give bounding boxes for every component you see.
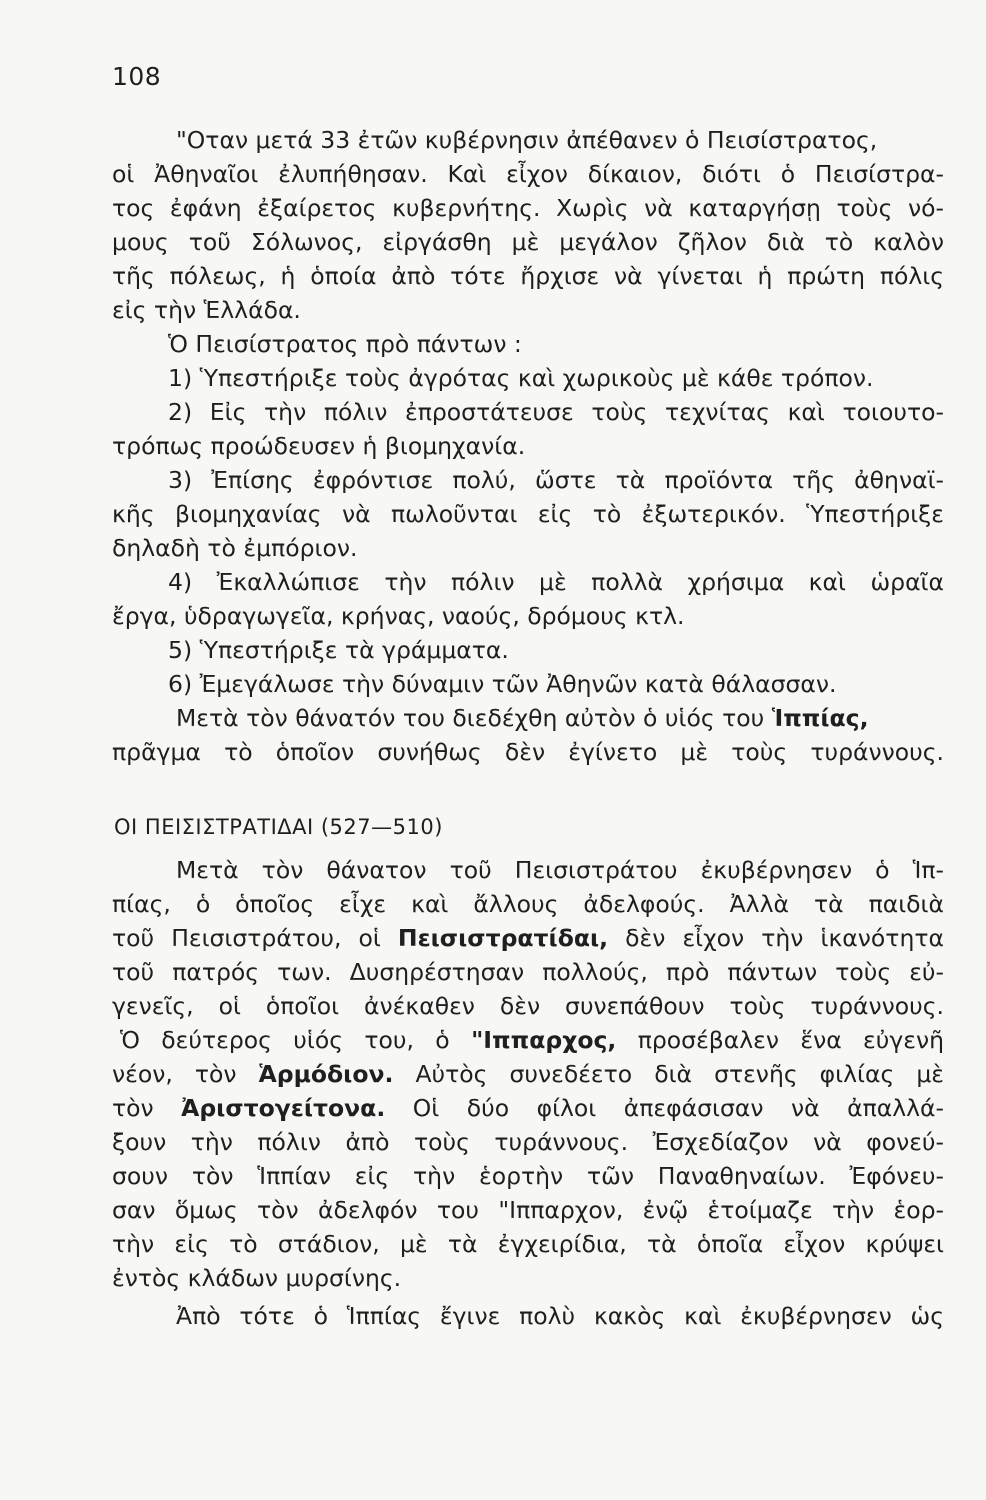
- text-line: [176, 701, 944, 735]
- text-line: [112, 1091, 944, 1125]
- text-line: μους τοῦ Σόλωνος, εἰργάσθη μὲ μεγάλον ζῆλον διὰ τὸ καλὸν: [112, 228, 944, 256]
- name-hippias: Ἱππίας,: [771, 704, 869, 732]
- text-line: [112, 921, 944, 955]
- text-line: οἱ Ἀθηναῖοι ἐλυπήθησαν. Καὶ εἶχον δίκαιον, διότι ὁ Πεισίστρα-: [112, 160, 944, 188]
- name-aristogeiton: Ἀριστογείτονα.: [181, 1094, 386, 1122]
- text-line: τὴν εἰς τὸ στάδιον, μὲ τὰ ἐγχειρίδια, τὰ ὁποῖα εἶχον κρύψει: [112, 1230, 944, 1258]
- name-peisistratidai: Πεισιστρατίδαι,: [397, 924, 609, 952]
- text-line: τοῦ πατρός των. Δυσηρέστησαν πολλούς, πρὸ πάντων τοὺς εὐ-: [112, 958, 944, 986]
- text-line: Ὁ Πεισίστρατος πρὸ πάντων :: [168, 330, 522, 358]
- page-number: 108: [112, 62, 162, 91]
- text-line: πρᾶγμα τὸ ὁποῖον συνήθως δὲν ἐγίνετο μὲ τοὺς τυράννους.: [112, 738, 944, 766]
- text-line: τῆς πόλεως, ἡ ὁποία ἀπὸ τότε ἤρχισε νὰ γίνεται ἡ πρώτη πόλις: [112, 262, 944, 290]
- text-fragment: Ὁ δεύτερος υἱός του, ὁ: [120, 1026, 450, 1054]
- text-line: δηλαδὴ τὸ ἐμπόριον.: [112, 534, 358, 562]
- text-line: [112, 1057, 944, 1091]
- text-line: Μετὰ τὸν θάνατον τοῦ Πεισιστράτου ἐκυβέρνησεν ὁ Ἱπ-: [176, 856, 944, 884]
- list-item: 6) Ἐμεγάλωσε τὴν δύναμιν τῶν Ἀθηνῶν κατὰ θάλασσαν.: [168, 670, 837, 698]
- text-fragment: νέον, τὸν: [112, 1060, 237, 1088]
- list-item: 3) Ἐπίσης ἐφρόντισε πολύ, ὥστε τὰ προϊόντα τῆς ἀθηναϊ-: [168, 466, 944, 494]
- text-fragment: Οἱ δύο φίλοι ἀπεφάσισαν νὰ ἀπαλλά-: [412, 1094, 944, 1122]
- text-line: Ἀπὸ τότε ὁ Ἱππίας ἔγινε πολὺ κακὸς καὶ ἐκυβέρνησεν ὡς: [176, 1302, 944, 1330]
- text-fragment: δὲν εἶχον τὴν ἱκανότητα: [625, 924, 944, 952]
- text-line: τος ἐφάνη ἐξαίρετος κυβερνήτης. Χωρὶς νὰ καταργήσῃ τοὺς νό-: [112, 194, 944, 222]
- text-fragment: Μετὰ τὸν θάνατόν του διεδέχθη αὐτὸν ὁ υἱός του: [176, 704, 765, 732]
- text-line: τρόπως προώδευσεν ἡ βιομηχανία.: [112, 432, 526, 460]
- text-fragment: Αὐτὸς συνεδέετο διὰ στενῆς φιλίας μὲ: [415, 1060, 944, 1088]
- text-line: ἔργα, ὑδραγωγεῖα, κρήνας, ναούς, δρόμους κτλ.: [112, 602, 685, 630]
- name-hipparchos: "Ιππαρχος,: [471, 1026, 617, 1054]
- list-item: 2) Εἰς τὴν πόλιν ἐπροστάτευσε τοὺς τεχνίτας καὶ τοιουτο-: [168, 398, 944, 426]
- text-fragment: τὸν: [112, 1094, 154, 1122]
- text-line: "Οταν μετά 33 ἐτῶν κυβέρνησιν ἀπέθανεν ὁ Πεισίστρατος,: [176, 126, 878, 154]
- text-line: ξουν τὴν πόλιν ἀπὸ τοὺς τυράννους. Ἐσχεδίαζον νὰ φονεύ-: [112, 1128, 944, 1156]
- text-fragment: προσέβαλεν ἕνα εὐγενῆ: [637, 1026, 944, 1054]
- text-line: κῆς βιομηχανίας νὰ πωλοῦνται εἰς τὸ ἐξωτερικόν. Ὑπεστήριξε: [112, 500, 944, 528]
- text-fragment: τοῦ Πεισιστράτου, οἱ: [112, 924, 381, 952]
- name-harmodios: Ἁρμόδιον.: [258, 1060, 394, 1088]
- text-line: σουν τὸν Ἱππίαν εἰς τὴν ἑορτὴν τῶν Παναθηναίων. Ἐφόνευ-: [112, 1162, 944, 1190]
- text-line: γενεῖς, οἱ ὁποῖοι ἀνέκαθεν δὲν συνεπάθουν τοὺς τυράννους.: [112, 992, 944, 1020]
- text-line: [120, 1023, 944, 1057]
- text-line: εἰς τὴν Ἑλλάδα.: [112, 296, 301, 324]
- list-item: 1) Ὑπεστήριξε τοὺς ἀγρότας καὶ χωρικοὺς μὲ κάθε τρόπον.: [168, 364, 874, 392]
- text-line: πίας, ὁ ὁποῖος εἶχε καὶ ἄλλους ἀδελφούς. Ἀλλὰ τὰ παιδιὰ: [112, 890, 944, 918]
- section-heading: ΟΙ ΠΕΙΣΙΣΤΡΑΤΙΔΑΙ (527—510): [114, 815, 443, 839]
- list-item: 5) Ὑπεστήριξε τὰ γράμματα.: [168, 636, 509, 664]
- list-item: 4) Ἐκαλλώπισε τὴν πόλιν μὲ πολλὰ χρήσιμα καὶ ὡραῖα: [168, 568, 944, 596]
- text-line: ἐντὸς κλάδων μυρσίνης.: [112, 1264, 402, 1292]
- text-line: σαν ὅμως τὸν ἀδελφόν του "Ιππαρχον, ἐνῷ ἑτοίμαζε τὴν ἑορ-: [112, 1196, 944, 1224]
